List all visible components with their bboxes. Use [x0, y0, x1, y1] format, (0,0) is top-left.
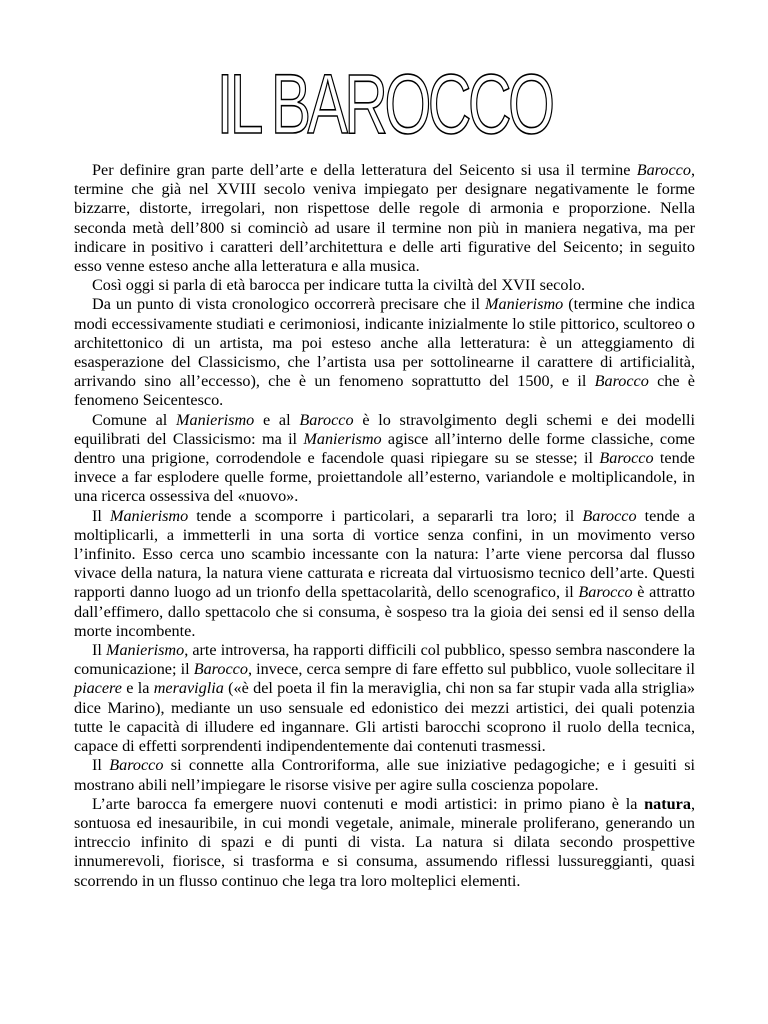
- paragraph: [74, 756, 695, 794]
- paragraph: [74, 795, 695, 891]
- text-run: Per definire gran parte dell’arte e della letteratura del Seicento si usa il termine: [92, 161, 637, 179]
- text-run: L’arte barocca fa emergere nuovi contenuti e modi artistici: in primo piano è la: [92, 794, 645, 813]
- italic-term: Barocco: [599, 449, 654, 468]
- text-run: tende a moltiplicarli, a immetterli in una sorta di vortice senza confini, in un movimento verso l’infinito. Esso cerca uno scambio incessante con la natura: l’arte viene percorsa dal flusso vivace della natura, la natura viene catturata e ricreata dal virtuosismo tecnico dell’arte. Questi rapporti danno luogo ad un trionfo della spettacolarità, dello scenografico, il: [74, 506, 696, 602]
- italic-term: Manierismo: [485, 295, 564, 314]
- text-run: agisce all’interno delle forme classiche, come dentro una prigione, corrodendole e facendole quasi ripiegare su se stesse; il: [74, 429, 695, 468]
- italic-term: Barocco: [299, 410, 354, 429]
- text-run: , arte introversa, ha rapporti difficili col pubblico, spesso sembra nascondere la comunicazione; il: [74, 641, 696, 679]
- text-run: e al: [254, 410, 300, 429]
- text-run: Il: [92, 756, 110, 775]
- italic-term: Manierismo: [176, 410, 255, 429]
- italic-term: Barocco: [109, 756, 164, 775]
- italic-term: meraviglia: [153, 679, 224, 698]
- text-run: , termine che già nel XVIII secolo veniva impiegato per designare negativamente le forme bizzarre, distorte, irregolari, non rispettose delle regole di armonia e proporzione. Nella seconda metà dell’800 si cominciò ad usare il termine non più in maniera negativa, ma per indicare in positivo i caratteri dell’architettura e delle arti figurative del Seicento; in seguito esso venne esteso anche alla letteratura e alla musica.: [74, 161, 695, 276]
- italic-term: Barocco: [594, 372, 649, 391]
- text-run: , sontuosa ed inesauribile, in cui mondi vegetale, animale, minerale proliferano, generando un intreccio infinito di spazi e di punti di vista. La natura si dilata secondo prospettive innumerevoli, fiorisce, si trasforma e si consuma, assumendo riflessi lussureggianti, quasi scorrendo in un flusso continuo che lega tra loro molteplici elementi.: [74, 794, 695, 890]
- text-run: Così oggi si parla di età barocca per indicare tutta la civiltà del XVII secolo.: [92, 276, 586, 295]
- paragraph: [74, 641, 695, 756]
- text-run: si connette alla Controriforma, alle sue iniziative pedagogiche; e i gesuiti si mostrano abili nell’impiegare le risorse visive per agire sulla coscienza popolare.: [74, 756, 696, 794]
- document-body: [74, 161, 695, 891]
- text-run: Comune al: [92, 410, 177, 429]
- italic-term: piacere: [74, 679, 122, 698]
- bold-term: natura: [644, 794, 691, 813]
- document-title: IL BAROCCO: [216, 57, 552, 151]
- paragraph: [74, 507, 695, 641]
- italic-term: Barocco: [578, 583, 633, 602]
- paragraph: [74, 161, 695, 276]
- italic-term: Barocco: [582, 506, 637, 525]
- paragraph: [74, 411, 695, 507]
- text-run: (termine che indica modi eccessivamente studiati e cerimoniosi, indicante inizialmente lo stile pittorico, scultoreo o architettonico di un artista, ma poi esteso anche alla letteratura: è un atteggiamento di esasperazione del Classicismo, che l’artista usa per sottolinearne il carattere di artificialità, arrivando sino all’eccesso), che è un fenomeno soprattutto del 1500, e il: [74, 295, 695, 391]
- text-run: tende invece a far esplodere quelle forme, proiettandole all’esterno, variandole e moltiplicandole, in una ricerca ossessiva del «nuovo».: [74, 449, 695, 506]
- text-run: , invece, cerca sempre di fare effetto sul pubblico, vuole sollecitare il: [247, 660, 696, 679]
- text-run: Il: [92, 506, 110, 525]
- text-run: Il: [92, 641, 106, 660]
- italic-term: Barocco: [193, 660, 248, 679]
- paragraph: [74, 295, 695, 410]
- italic-term: Manierismo: [303, 429, 382, 448]
- paragraph: [74, 276, 695, 295]
- text-run: e la: [121, 679, 154, 698]
- text-run: è attratto dall’effimero, dallo spettacolo che si consuma, è sospeso tra la gioia dei sensi ed il senso della morte incombente.: [74, 583, 695, 640]
- text-run: tende a scomporre i particolari, a separarli tra loro; il: [188, 506, 583, 525]
- text-run: Da un punto di vista cronologico occorrerà precisare che il: [92, 295, 486, 314]
- italic-term: Manierismo: [105, 641, 185, 660]
- text-run: che è fenomeno Seicentesco.: [74, 372, 695, 410]
- italic-term: Manierismo: [109, 506, 189, 525]
- italic-term: Barocco: [636, 161, 691, 179]
- text-run: è lo stravolgimento degli schemi e dei modelli equilibrati del Classicismo: ma il: [74, 410, 695, 448]
- text-run: («è del poeta il fin la meraviglia, chi non sa far stupir vada alla striglia» dice Marino), mediante un uso sensuale ed edonistico dei mezzi artistici, dei quali potenzia tutte le capacità di illudere ed ingannare. Gli artisti barocchi scoprono il ruolo della tecnica, capace di effetti sorprendenti indipendentemente dai contenuti trasmessi.: [74, 679, 695, 756]
